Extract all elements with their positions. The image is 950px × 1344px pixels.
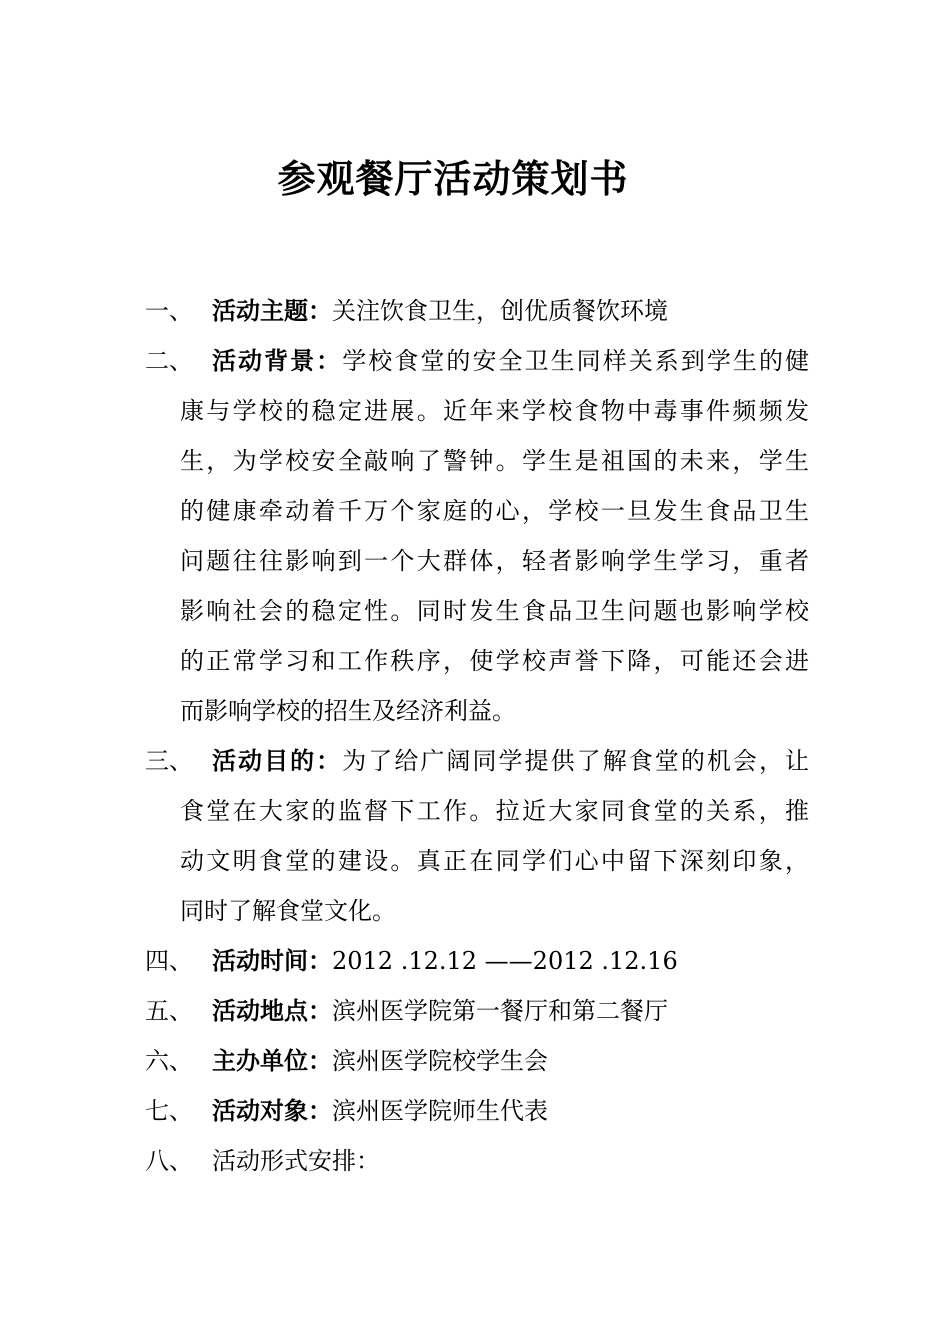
section-label: 活动背景： bbox=[212, 346, 343, 375]
section-number: 八、 bbox=[145, 1147, 193, 1175]
section-text: 为了给广阔同学提供了解食堂的机会，让 bbox=[342, 747, 810, 775]
section-first-line bbox=[180, 986, 809, 1036]
section-text-line: 而影响学校的招生及经济利益。 bbox=[180, 697, 516, 725]
section-first-line bbox=[180, 1136, 809, 1186]
section-number: 一、 bbox=[145, 297, 193, 325]
section-label: 活动形式安排： bbox=[212, 1147, 380, 1175]
section-number: 三、 bbox=[145, 747, 193, 775]
section-text-line: 问题往往影响到一个大群体，轻者影响学生学习，重者 bbox=[180, 547, 809, 575]
section-item bbox=[145, 936, 809, 986]
section-item bbox=[145, 986, 809, 1036]
section-item bbox=[145, 1086, 809, 1136]
document-title: 参观餐厅活动策划书 bbox=[277, 156, 629, 201]
section-text: 学校食堂的安全卫生同样关系到学生的健 bbox=[342, 347, 810, 375]
section-label: 活动地点： bbox=[212, 996, 332, 1025]
section-text-line: 食堂在大家的监督下工作。拉近大家同食堂的关系，推 bbox=[180, 797, 809, 825]
section-label: 活动时间： bbox=[212, 946, 332, 975]
section-text: 2012 .12.12 ——2012 .12.16 bbox=[332, 947, 678, 975]
section-text: 滨州医学院校学生会 bbox=[332, 1047, 548, 1075]
section-text-line: 的正常学习和工作秩序，使学校声誉下降，可能还会进 bbox=[180, 647, 809, 675]
section-number: 七、 bbox=[145, 1097, 193, 1125]
section-item bbox=[145, 1136, 809, 1186]
section-item bbox=[145, 736, 809, 936]
section-first-line bbox=[180, 736, 809, 786]
section-first-line bbox=[180, 1086, 809, 1136]
section-number: 五、 bbox=[145, 997, 193, 1025]
section-first-line bbox=[180, 1036, 809, 1086]
section-label: 活动对象： bbox=[212, 1096, 332, 1125]
section-item bbox=[145, 336, 809, 736]
section-first-line bbox=[180, 336, 809, 386]
section-text-line: 生，为学校安全敲响了警钟。学生是祖国的未来，学生 bbox=[180, 447, 809, 475]
section-number: 六、 bbox=[145, 1047, 193, 1075]
section-text-line: 康与学校的稳定进展。近年来学校食物中毒事件频频发 bbox=[180, 397, 809, 425]
section-text-line: 同时了解食堂文化。 bbox=[180, 897, 396, 925]
section-number: 四、 bbox=[145, 947, 193, 975]
section-text-line: 的健康牵动着千万个家庭的心，学校一旦发生食品卫生 bbox=[180, 497, 809, 525]
section-text-line: 动文明食堂的建设。真正在同学们心中留下深刻印象， bbox=[180, 847, 809, 875]
section-text: 滨州医学院师生代表 bbox=[332, 1097, 548, 1125]
section-label: 活动主题： bbox=[212, 296, 332, 325]
section-label: 主办单位： bbox=[212, 1046, 332, 1075]
section-item bbox=[145, 286, 809, 336]
document-body bbox=[145, 286, 809, 1186]
section-text: 关注饮食卫生，创优质餐饮环境 bbox=[332, 297, 668, 325]
section-label: 活动目的： bbox=[212, 746, 343, 775]
section-first-line bbox=[180, 286, 809, 336]
section-item bbox=[145, 1036, 809, 1086]
section-number: 二、 bbox=[145, 347, 193, 375]
section-first-line bbox=[180, 936, 809, 986]
section-text: 滨州医学院第一餐厅和第二餐厅 bbox=[332, 997, 668, 1025]
section-text-line: 影响社会的稳定性。同时发生食品卫生问题也影响学校 bbox=[180, 597, 809, 625]
